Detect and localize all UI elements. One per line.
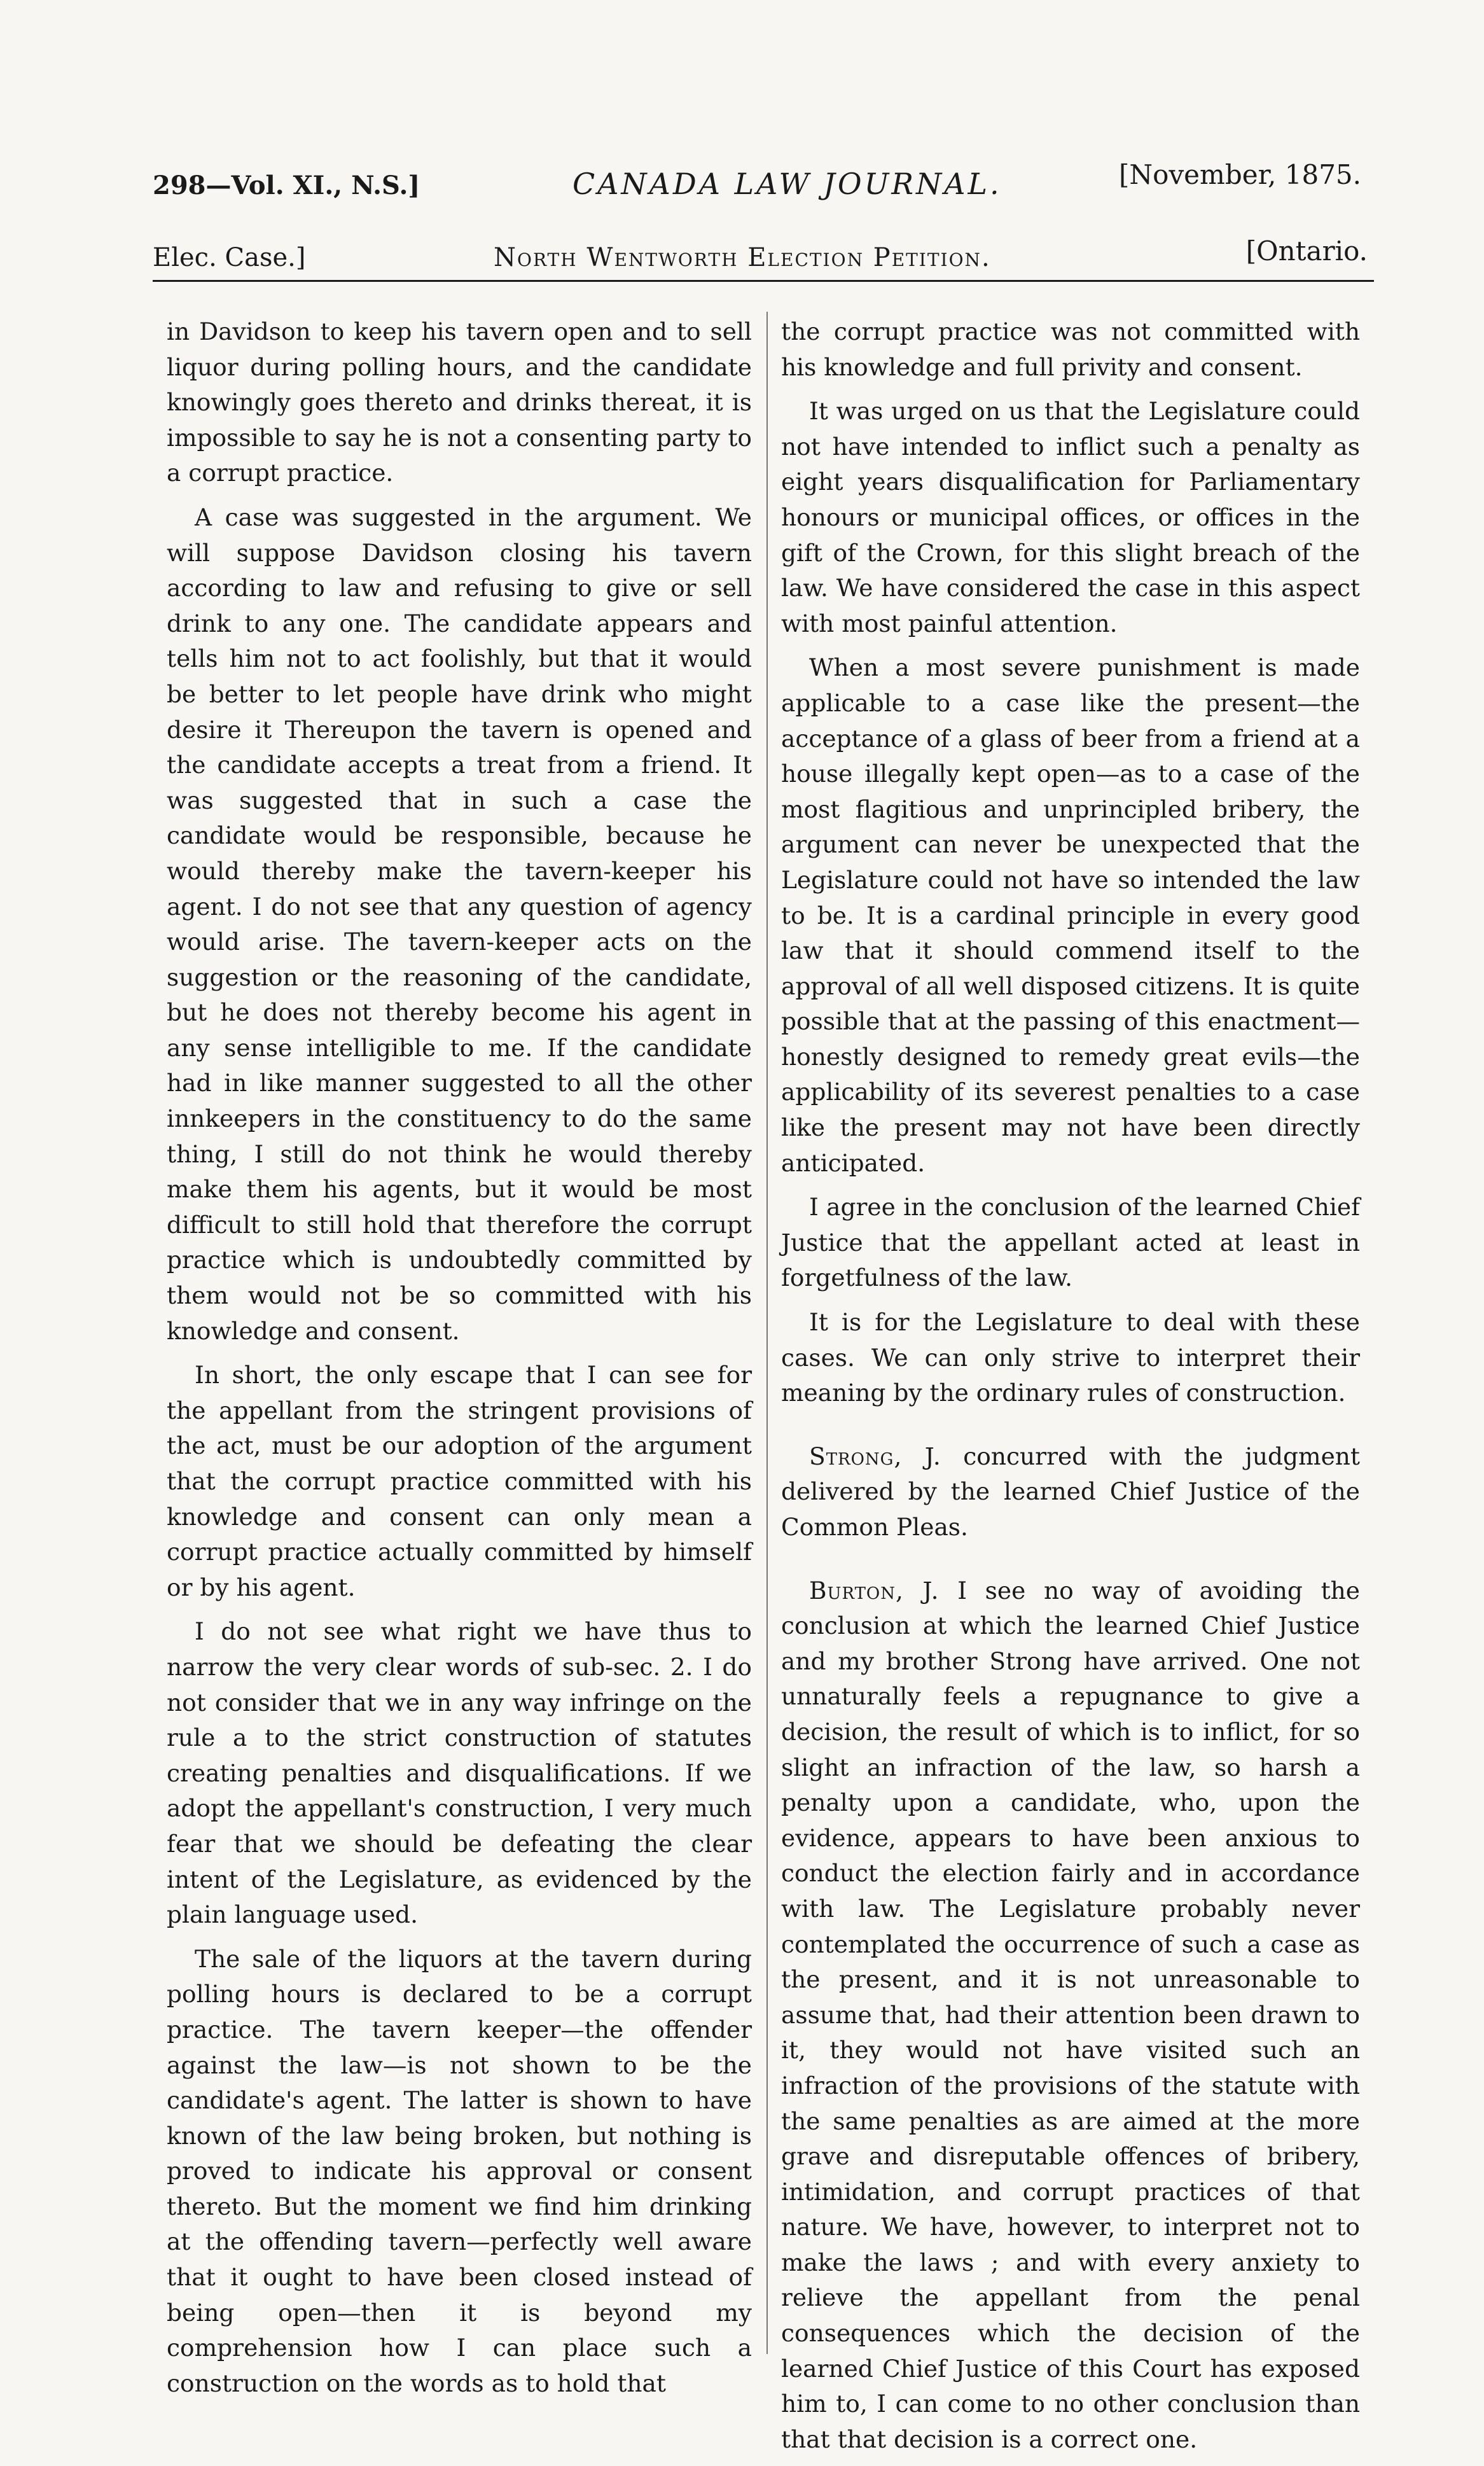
judgment-text: concurred with the judgment delivered by the learned Chief Justice of the Common Pleas. <box>781 1442 1361 1541</box>
judgment-strong <box>781 1439 1360 1545</box>
running-head <box>153 159 1361 202</box>
judge-name: Burton, J. <box>809 1576 940 1605</box>
jurisdiction: [Ontario. <box>1245 235 1368 267</box>
journal-title: CANADA LAW JOURNAL. <box>572 167 1002 201</box>
case-type: Elec. Case.] <box>153 243 306 272</box>
judgment-text: I see no way of avoiding the conclusion at which the learned Chief Justice and my brother Strong have arrived. One not unnaturally feels a repugnance to give a decision, the result of which is to inflict, for so slight an infraction of the law, so harsh a penalty upon a candidate, who, upon the evidence, appears to have been anxious to conduct the election fairly and in accordance with law. The Legislature probably never contemplated the occurrence of such a case as the present, and it is not unreasonable to assume that, had their attention been drawn to it, they would not have visited such an infraction of the provisions of the statute with the same penalties as are aimed at the more grave and disreputable offences of bribery, intimidation, and corrupt practices of that nature. We have, however, to interpret not to make the laws ; and with every anxiety to relieve the appellant from the penal consequences which the decision of the learned Chief Justice of this Court has exposed him to, I can come to no other conclusion than that that decision is a correct one. <box>781 1576 1360 2453</box>
column-divider <box>766 312 768 2354</box>
paragraph: It is for the Legislature to deal with these cases. We can only strive to interpret their meaning by the ordinary rules of construction. <box>781 1308 1360 1407</box>
judge-name: Strong, J. <box>809 1442 941 1470</box>
judgment-burton <box>781 1573 1360 2458</box>
right-column <box>781 314 1360 2466</box>
header-rule <box>153 280 1374 282</box>
paragraph: I do not see what right we have thus to narrow the very clear words of sub-sec. 2. I do not consider that we in any way infringe on the rule a to the strict construction of statutes creating penalties and disqualifications. If we adopt the appellant's construction, I very much fear that we should be defeating the clear intent of the Legislature, as evidenced by the plain language used. <box>167 1617 752 1929</box>
page-number-volume: 298—Vol. XI., N.S.] <box>153 171 420 200</box>
section-head <box>153 235 1368 271</box>
paragraph: A case was suggested in the argument. We will suppose Davidson closing his tavern according to law and refusing to give or sell drink to any one. The candidate appears and tells him not to act foolishly, but that it would be better to let people have drink who might desire it Thereupon the tavern is opened and the candidate accepts a treat from a friend. It was suggested that in such a case the candidate would be responsible, because he would thereby make the tavern-keeper his agent. I do not see that any question of agency would arise. The tavern-keeper acts on the suggestion or the reasoning of the candidate, but he does not thereby become his agent in any sense intelligible to me. If the candidate had in like manner suggested to all the other innkeepers in the constituency to do the same thing, I still do not think he would thereby make them his agents, but it would be most difficult to still hold that therefore the corrupt practice which is undoubtedly committed by them would not be so committed with his knowledge and consent. <box>167 503 752 1345</box>
issue-date: [November, 1875. <box>1119 159 1361 190</box>
paragraph: the corrupt practice was not committed with his knowledge and full privity and consent. <box>781 317 1360 381</box>
paragraph: The sale of the liquors at the tavern during polling hours is declared to be a corrupt practice. The tavern keeper—the offender against the law—is not shown to be the candidate's agent. The latter is shown to have known of the law being broken, but nothing is proved to indicate his approval or consent thereto. But the moment we find him drinking at the offending tavern—perfectly well aware that it ought to have been closed instead of being open—then it is beyond my comprehension how I can place such a construction on the words as to hold that <box>167 1944 752 2397</box>
paragraph: It was urged on us that the Legislature could not have intended to inflict such a penalty as eight years disqualification for Parliamentary honours or municipal offices, or offices in the gift of the Crown, for this slight breach of the law. We have considered the case in this aspect with most painful attention. <box>781 397 1360 637</box>
left-column <box>167 314 752 2410</box>
paragraph: in Davidson to keep his tavern open and to sell liquor during polling hours, and the candidate knowingly goes thereto and drinks thereat, it is impossible to say he is not a consenting party to a corrupt practice. <box>167 317 752 487</box>
paragraph: I agree in the conclusion of the learned Chief Justice that the appellant acted at least in forgetfulness of the law. <box>781 1193 1360 1292</box>
case-title: North Wentworth Election Petition. <box>494 243 991 272</box>
paragraph: In short, the only escape that I can see for the appellant from the stringent provisions of the act, must be our adoption of the argument that the corrupt practice committed with his knowledge and consent can only mean a corrupt practice actually committed by himself or by his agent. <box>167 1361 752 1601</box>
paragraph: When a most severe punishment is made applicable to a case like the present—the acceptance of a glass of beer from a friend at a house illegally kept open—as to a case of the most flagitious and unprincipled bribery, the argument can never be unexpected that the Legislature could not have so intended the law to be. It is a cardinal principle in every good law that it should commend itself to the approval of all well disposed citizens. It is quite possible that at the passing of this enactment—honestly designed to remedy great evils—the applicability of its severest penalties to a case like the present may not have been directly anticipated. <box>781 653 1360 1177</box>
